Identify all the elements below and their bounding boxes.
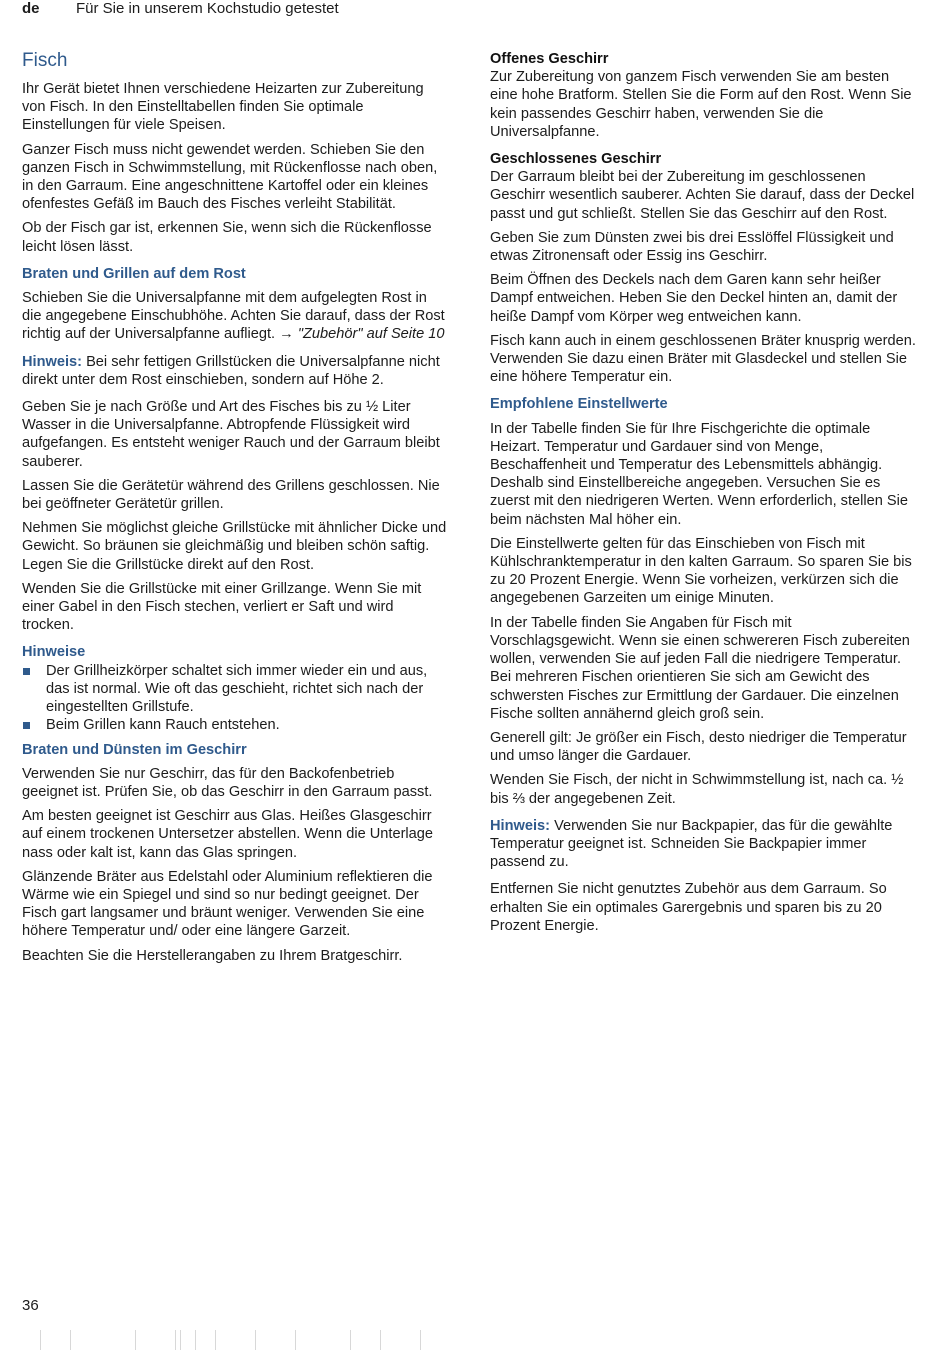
open-dish-paragraph: Zur Zubereitung von ganzem Fisch verwenden Sie am besten eine hohe Bratform. Stellen Sie die Form auf den Rost. Wenn Sie kein passendes Geschirr haben, verwenden Sie die Universalpfanne. (490, 69, 912, 140)
grill-text: Schieben Sie die Universalpfanne mit dem aufgelegten Rost in die angegebene Einschubhöhe. Achten Sie darauf, dass der Rost richtig auf der Universalpfanne aufliegt. (22, 290, 445, 343)
divider (175, 1330, 176, 1350)
list-item-text: Der Grillheizkörper schaltet sich immer wieder ein und aus, das ist normal. Wie oft das geschieht, richtet sich nach der eingestellten Grillstufe. (46, 662, 428, 716)
intro-paragraph: Ihr Gerät bietet Ihnen verschiedene Heizarten zur Zubereitung von Fisch. In den Einstelltabellen finden Sie optimale Einstellungen für viele Speisen. (22, 81, 424, 134)
dish-paragraph: Glänzende Bräter aus Edelstahl oder Aluminium reflektieren die Wärme wie ein Spiegel und sind so nur bedingt geeignet. Der Fisch gart langsamer und bräunt weniger. Verwenden Sie eine höhere Temperatur und/ oder eine längere Garzeit. (22, 868, 433, 940)
closed-dish-paragraph: Fisch kann auch in einem geschlossenen Bräter knusprig werden. Verwenden Sie dazu einen Bräter mit Glasdeckel und stellen Sie eine höhere Temperatur ein. (490, 332, 916, 386)
divider (350, 1330, 351, 1350)
intro-paragraph: Ganzer Fisch muss nicht gewendet werden. Schieben Sie den ganzen Fisch in Schwimmstellung, mit Rückenflosse nach oben, in den Garraum. Eine angeschnittene Kartoffel oder ein kleines ofenfestes Gefäß im Bauch des Fisches verleiht Stabilität. (22, 141, 438, 213)
subheading-dish: Braten und Dünsten im Geschirr (22, 741, 247, 758)
recommended-paragraph: Generell gilt: Je größer ein Fisch, desto niedriger die Temperatur und umso länger die Gardauer. (490, 729, 907, 765)
divider (135, 1330, 136, 1350)
divider (180, 1330, 181, 1350)
intro-paragraph: Ob der Fisch gar ist, erkennen Sie, wenn sich die Rückenflosse leicht lösen lässt. (22, 220, 432, 255)
divider (295, 1330, 296, 1350)
list-item (22, 716, 447, 734)
subheading-open-dish: Offenes Geschirr (490, 51, 609, 67)
footer-marks (40, 1330, 440, 1350)
page-number: 36 (22, 1297, 39, 1314)
divider (255, 1330, 256, 1350)
hints-list (22, 662, 447, 735)
grill-paragraph (22, 289, 447, 344)
dish-paragraph: Am besten geeignet ist Geschirr aus Glas. Heißes Glasgeschirr auf einem trockenen Untersetzer abstellen. Wenn die Unterlage nass oder kalt ist, kann das Glas springen. (22, 808, 434, 861)
page-header (22, 0, 928, 22)
list-item (22, 662, 447, 717)
dish-paragraph: Verwenden Sie nur Geschirr, das für den Backofenbetrieb geeignet ist. Prüfen Sie, ob das Geschirr in den Garraum passt. (22, 765, 433, 800)
hint-text: Verwenden Sie nur Backpapier, das für die gewählte Temperatur geeignet ist. Schneiden Sie Backpapier immer passend zu. (490, 817, 893, 871)
divider (70, 1330, 71, 1350)
hint-label: Hinweis: (22, 353, 83, 370)
subheading-grill: Braten und Grillen auf dem Rost (22, 265, 246, 282)
language-code: de (22, 0, 40, 17)
closed-dish-paragraph: Beim Öffnen des Deckels nach dem Garen kann sehr heißer Dampf entweichen. Heben Sie den Deckel hinten an, damit der heiße Dampf vom Körper weg entweichen kann. (490, 272, 898, 325)
grill-paragraph: Lassen Sie die Gerätetür während des Grillens geschlossen. Nie bei geöffneter Gerätetür grillen. (22, 477, 440, 513)
subheading-recommended: Empfohlene Einstellwerte (490, 396, 668, 413)
right-column (490, 50, 918, 941)
recommended-paragraph: In der Tabelle finden Sie Angaben für Fisch mit Vorschlagsgewicht. Wenn sie einen schwereren Fisch zubereiten wollen, verwenden Sie auf jeden Fall die niedrigere Temperatur. Bei mehreren Fischen orientieren Sie sich am Gewicht des schwersten Fisches zur Ermittlung der Gardauer. Die einzelnen Fische sollten annähernd gleich groß sein. (490, 614, 910, 722)
grill-paragraph: Geben Sie je nach Größe und Art des Fisches bis zu ½ Liter Wasser in die Universalpfanne. Abtropfende Flüssigkeit wird aufgefangen. Es entsteht weniger Rauch und der Garraum bleibt sauberer. (22, 399, 440, 470)
divider (40, 1330, 41, 1350)
arrow-icon: → (279, 326, 294, 343)
grill-paragraph: Nehmen Sie möglichst gleiche Grillstücke mit ähnlicher Dicke und Gewicht. So bräunen sie gleichmäßig und bleiben schön saftig. Legen Sie die Grillstücke direkt auf den Rost. (22, 520, 447, 573)
final-paragraph: Entfernen Sie nicht genutztes Zubehör aus dem Garraum. So erhalten Sie ein optimales Garergebnis und sparen bis zu 20 Prozent Energie. (490, 881, 887, 934)
header-title: Für Sie in unserem Kochstudio getestet (76, 0, 339, 17)
section-heading-fisch: Fisch (22, 50, 68, 71)
subheading-closed-dish: Geschlossenes Geschirr (490, 151, 662, 168)
hint-label: Hinweis: (490, 817, 551, 834)
square-bullet-icon (23, 722, 30, 729)
square-bullet-icon (23, 668, 30, 675)
subheading-hinweise: Hinweise (22, 644, 86, 661)
closed-dish-paragraph: Der Garraum bleibt bei der Zubereitung im geschlossenen Geschirr wesentlich sauberer. Achten Sie darauf, dass der Deckel passt und gut schließt. Stellen Sie das Geschirr auf den Rost. (490, 169, 915, 222)
divider (215, 1330, 216, 1350)
hint-paragraph (22, 353, 447, 389)
recommended-paragraph: Die Einstellwerte gelten für das Einschieben von Fisch mit Kühlschranktemperatur in den kalten Garraum. So sparen Sie bis zu 20 Prozent Energie. Wenn Sie vorheizen, verkürzen sich die angegebenen Garzeiten um einige Minuten. (490, 535, 912, 607)
divider (380, 1330, 381, 1350)
divider (420, 1330, 421, 1350)
hint-text: Bei sehr fettigen Grillstücken die Universalpfanne nicht direkt unter dem Rost einschieben, sondern auf Höhe 2. (22, 353, 440, 388)
list-item-text: Beim Grillen kann Rauch entstehen. (46, 717, 280, 734)
recommended-paragraph: Wenden Sie Fisch, der nicht in Schwimmstellung ist, nach ca. ½ bis ⅔ der angegebenen Zeit. (490, 772, 904, 807)
dish-paragraph: Beachten Sie die Herstellerangaben zu Ihrem Bratgeschirr. (22, 947, 403, 964)
cross-reference-link[interactable]: "Zubehör" auf Seite 10 (297, 326, 445, 343)
divider (195, 1330, 196, 1350)
recommended-paragraph: In der Tabelle finden Sie für Ihre Fischgerichte die optimale Heizart. Temperatur und Gardauer sind von Menge, Beschaffenheit und Temperatur des Lebensmittels abhängig. Deshalb sind Einstellbereiche angegeben. Versuchen Sie es zuerst mit den niedrigeren Werten. Wenn erforderlich, stellen Sie beim nächsten Mal höher ein. (490, 420, 909, 528)
hint-paragraph (490, 817, 918, 872)
grill-paragraph: Wenden Sie die Grillstücke mit einer Grillzange. Wenn Sie mit einer Gabel in den Fisch stechen, verliert er Saft und wird trocken. (22, 580, 422, 634)
closed-dish-paragraph: Geben Sie zum Dünsten zwei bis drei Esslöffel Flüssigkeit und etwas Zitronensaft oder Essig ins Geschirr. (490, 229, 894, 265)
left-column (22, 50, 447, 971)
